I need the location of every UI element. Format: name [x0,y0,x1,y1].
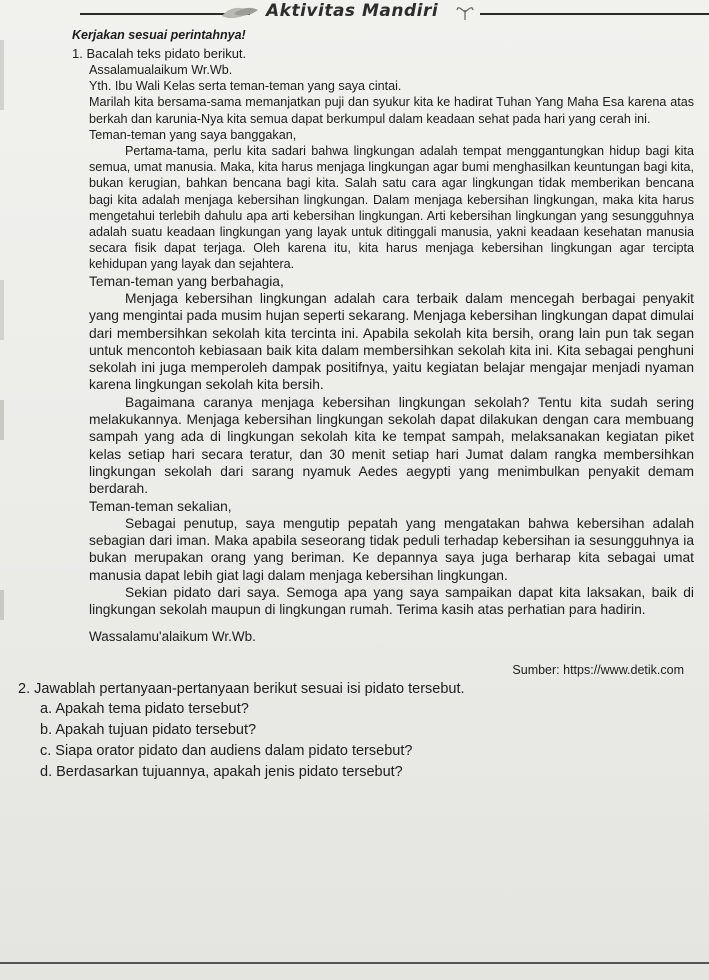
question-2-item: a. Apakah tema pidato tersebut? [40,700,249,717]
speech-paragraph: Bagaimana caranya menjaga kebersihan lingkungan sekolah? Tentu kita sudah sering melakukannya. Menjaga kebersihan lingkungan sekolah dapat dilakukan dengan cara membuang sampah yang ada di lingkungan sekolah kita ke tempat sampah, melaksanakan kegiatan piket kelas setiap hari secara teratur, dan 30 menit setiap hari Jumat dalam rangka membersihkan lingkungan sekolah dari sarang nyamuk Aedes aegypti yang menimbulkan penyakit demam berdarah. [89,394,694,497]
question-2-item: b. Apakah tujuan pidato tersebut? [40,721,257,738]
question-2-item: d. Berdasarkan tujuannya, apakah jenis pidato tersebut? [40,763,403,780]
leaf-ornament-icon [220,2,260,22]
speech-text [89,62,694,645]
bottom-rule [0,962,709,964]
speech-address: Teman-teman yang saya banggakan, [89,127,297,142]
title-bar [0,0,709,24]
page-title: Aktivitas Mandiri [266,1,439,21]
question-1-label: 1. Bacalah teks pidato berikut. [72,46,247,61]
speech-paragraph: Sekian pidato dari saya. Semoga apa yang saya sampaikan dapat kita laksakan, baik di lingkungan sekolah maupun di lingkungan rumah. Terima kasih atas perhatian para hadirin. [89,584,694,618]
speech-paragraph: Menjaga kebersihan lingkungan adalah cara terbaik dalam mencegah berbagai penyakit yang mengintai pada musim hujan seperti sekarang. Menjaga kebersihan lingkungan dapat dimulai dari membersihkan sekolah kita tercinta ini. Apabila sekolah kita bersih, orang lain pun tak segan untuk mencontoh kebiasaan baik kita dalam membersihkan sekolah kita ini. Kita sebagai penghuni sekolah ini juga memperoleh dampak positifnya, yaitu kegiatan belajar mengajar menjadi nyaman karena lingkungan sekolah kita bersih. [89,290,694,393]
speech-salutation: Yth. Ibu Wali Kelas serta teman-teman yang saya cintai. [89,79,402,94]
binding-marks [0,30,12,630]
question-2-list [40,699,694,783]
instruction-heading: Kerjakan sesuai perintahnya! [72,28,246,42]
worksheet-content [18,26,694,783]
speech-opening-greeting: Assalamualaikum Wr.Wb. [89,63,233,77]
speech-closing-greeting: Wassalamu'alaikum Wr.Wb. [89,628,256,644]
title-rule-right [480,13,709,15]
speech-address: Teman-teman sekalian, [89,498,232,514]
speech-address: Teman-teman yang berbahagia, [89,273,284,289]
source-citation: Sumber: https://www.detik.com [512,662,684,677]
question-2-label: 2. Jawablah pertanyaan-pertanyaan berikut sesuai isi pidato tersebut. [18,680,465,697]
sprout-ornament-icon [456,4,474,20]
speech-paragraph: Marilah kita bersama-sama memanjatkan puji dan syukur kita ke hadirat Tuhan Yang Maha Esa karena atas berkah dan karunia-Nya kita semua dapat berkumpul dalam keadaan sehat pada hari yang cerah ini. [89,95,694,126]
speech-paragraph: Sebagai penutup, saya mengutip pepatah yang mengatakan bahwa kebersihan adalah sebagian dari iman. Maka apabila seseorang tidak peduli terhadap kebersihan ia sesungguhnya ia bukan merupakan orang yang beriman. Ke depannya saya juga berharap kita sebagai umat manusia dapat lebih giat lagi dalam menjaga kebersihan lingkungan. [89,515,694,583]
speech-paragraph: Pertama-tama, perlu kita sadari bahwa lingkungan adalah tempat menggantungkan hidup bagi kita semua, umat manusia. Maka, kita harus menjaga lingkungan agar bumi menghasilkan keuntungan bagi kita, bukan kerugian, bahkan bencana bagi kita. Salah satu cara agar lingkungan tidak memberikan bencana bagi kita adalah menjaga kebersihan lingkungan. Dalam menjaga kebersihan lingkungan, maka kita harus mengetahui terlebih dahulu apa arti kebersihan lingkungan. Arti kebersihan lingkungan yang sesungguhnya adalah suatu keadaan lingkungan yang layak untuk ditinggali manusia, yakni keadaan kesehatan manusia secara fisik dapat terjaga. Oleh karena itu, kita harus menjaga kebersihan lingkungan agar tercipta kehidupan yang layak dan sejahtera. [89,144,694,272]
question-2-item: c. Siapa orator pidato dan audiens dalam pidato tersebut? [40,742,413,759]
